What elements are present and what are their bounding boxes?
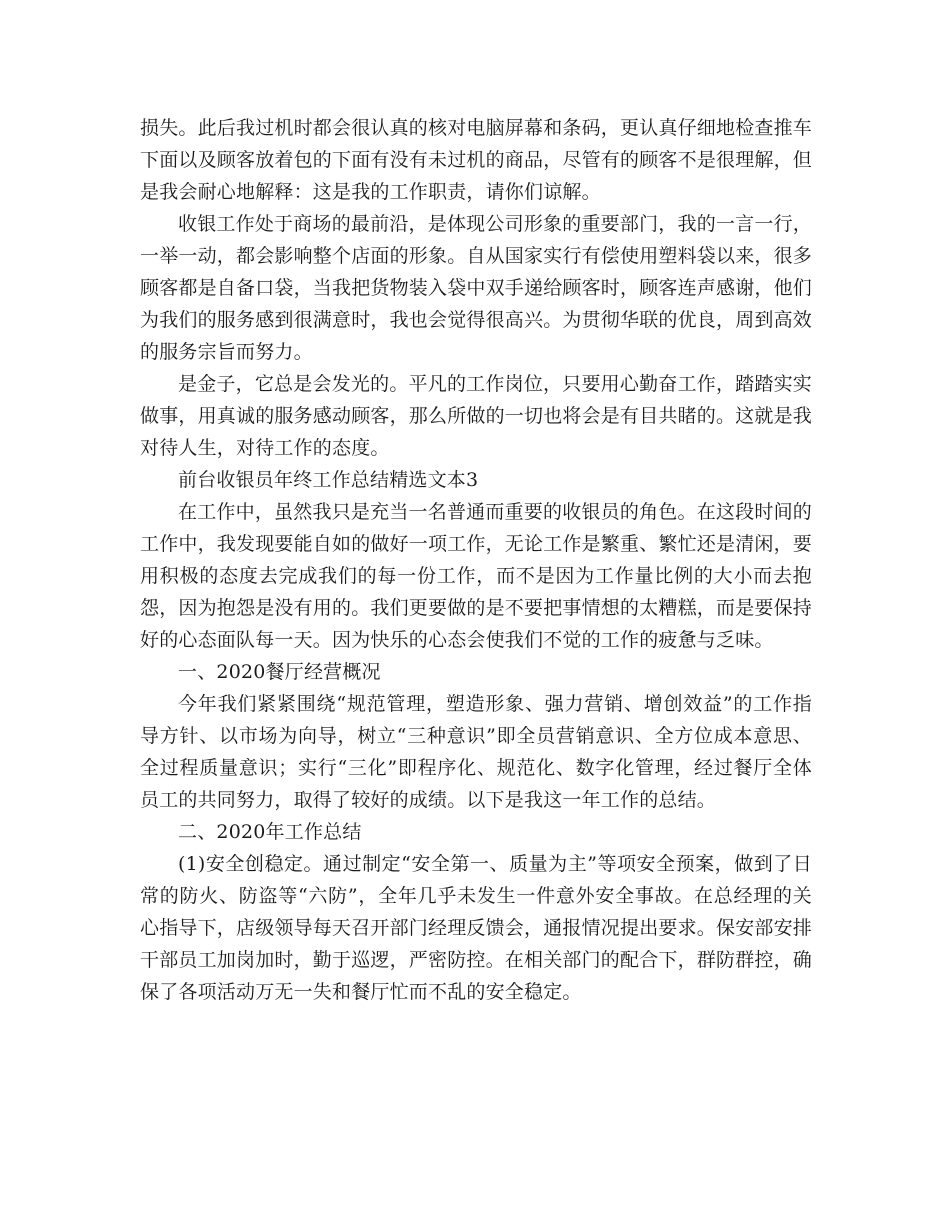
paragraph-continuation: 损失。此后我过机时都会很认真的核对电脑屏幕和条码，更认真仔细地检查推车下面以及顾客放着包的下面有没有未过机的商品，尽管有的顾客不是很理解，但是我会耐心地解释：这是我的工作职责，请你们谅解。 bbox=[140, 117, 813, 203]
section-heading-text-3: 前台收银员年终工作总结精选文本3 bbox=[178, 469, 479, 491]
paragraph-management-guideline: 今年我们紧紧围绕“规范管理，塑造形象、强力营销、增创效益”的工作指导方针、以市场为向导，树立“三种意识”即全员营销意识、全方位成本意思、全过程质量意识；实行“三化”即程序化、规范化、数字化管理，经过餐厅全体员工的共同努力，取得了较好的成绩。以下是我这一年工作的总结。 bbox=[140, 693, 812, 811]
paragraph-gold-shines: 是金子，它总是会发光的。平凡的工作岗位，只要用心勤奋工作，踏踏实实做事，用真诚的服务感动顾客，那么所做的一切也将会是有目共睹的。这就是我对待人生，对待工作的态度。 bbox=[140, 373, 813, 459]
paragraph-cashier-frontline: 收银工作处于商场的最前沿，是体现公司形象的重要部门，我的一言一行，一举一动，都会影响整个店面的形象。自从国家实行有偿使用塑料袋以来，很多顾客都是自备口袋，当我把货物装入袋中双手递给顾客时，顾客连声感谢，他们为我们的服务感到很满意时，我也会觉得很高兴。为贯彻华联的优良，周到高效的服务宗旨而努力。 bbox=[140, 213, 813, 363]
document-body bbox=[140, 112, 812, 1008]
paragraph-work-attitude: 在工作中，虽然我只是充当一名普通而重要的收银员的角色。在这段时间的工作中，我发现要能自如的做好一项工作，无论工作是繁重、繁忙还是清闲，要用积极的态度去完成我们的每一份工作，而不是因为工作量比例的大小而去抱怨，因为抱怨是没有用的。我们更要做的是不要把事情想的太糟糕，而是要保持好的心态面队每一天。因为快乐的心态会使我们不觉的工作的疲惫与乏味。 bbox=[140, 501, 813, 651]
section-heading-summary: 二、2020年工作总结 bbox=[178, 821, 362, 843]
section-heading-overview: 一、2020餐厅经营概况 bbox=[178, 661, 381, 683]
paragraph-safety-stability: (1)安全创稳定。通过制定“安全第一、质量为主”等项安全预案，做到了日常的防火、防盗等“六防”，全年几乎未发生一件意外安全事故。在总经理的关心指导下，店级领导每天召开部门经理反馈会，通报情况提出要求。保安部安排干部员工加岗加时，勤于巡逻，严密防控。在相关部门的配合下，群防群控，确保了各项活动万无一失和餐厅忙而不乱的安全稳定。 bbox=[140, 853, 813, 1003]
